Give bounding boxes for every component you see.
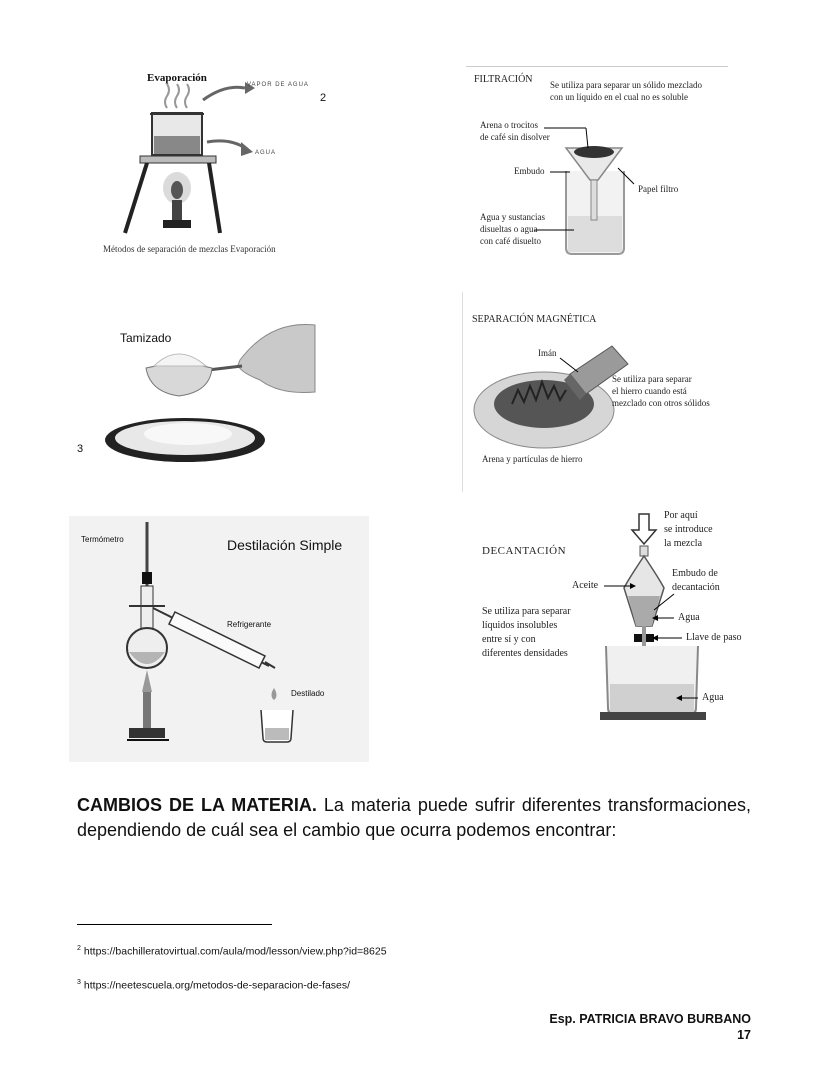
- filtration-description-1: Se utiliza para separar un sólido mezclado: [550, 80, 702, 90]
- condenser-label: Refrigerante: [227, 620, 272, 629]
- section-heading: CAMBIOS DE LA MATERIA.: [77, 795, 317, 815]
- filtrate-label-1: Agua y sustancias: [480, 212, 545, 222]
- oil-label: Aceite: [572, 580, 599, 591]
- footnote-divider: [77, 924, 272, 925]
- decantation-figure: [476, 506, 766, 722]
- sand-label-1: Arena o trocitos: [480, 120, 538, 130]
- footnote-number: 3: [77, 979, 81, 986]
- sieving-figure: [100, 320, 322, 470]
- sieving-title: Tamizado: [120, 331, 172, 345]
- footnote-ref-3: 3: [77, 443, 84, 455]
- funnel-label: Embudo: [514, 166, 545, 176]
- decantation-intro-3: la mezcla: [664, 538, 703, 549]
- footnote-2: [77, 945, 387, 958]
- magnetic-bottom-label: Arena y partículas de hierro: [482, 454, 583, 464]
- filtration-description-2: con un líquido en el cual no es soluble: [550, 92, 688, 102]
- separatory-funnel-label-2: decantación: [672, 582, 720, 593]
- magnetic-description-1: Se utiliza para separar: [612, 374, 692, 384]
- vapor-label: VAPOR DE AGUA: [247, 82, 309, 88]
- filtration-figure: [466, 66, 728, 262]
- filtrate-label-3: con café disuelto: [480, 236, 541, 246]
- decantation-title: DECANTACIÓN: [482, 545, 567, 557]
- footnote-3: [77, 979, 350, 992]
- distillation-figure: [69, 516, 369, 762]
- water-label: AGUA: [255, 150, 277, 156]
- footnote-number: 2: [77, 945, 81, 952]
- decantation-description-1: Se utiliza para separar: [482, 606, 571, 617]
- evaporation-caption: Métodos de separación de mezclas Evaporación: [103, 244, 276, 254]
- evaporation-title: Evaporación: [147, 72, 207, 84]
- decantation-water-label: Agua: [678, 612, 700, 623]
- changes-of-matter-paragraph: [77, 793, 751, 843]
- decantation-intro-1: Por aquí: [664, 510, 698, 521]
- page-footer: [549, 1011, 751, 1043]
- separatory-funnel-label-1: Embudo de: [672, 568, 718, 579]
- decantation-description-3: entre sí y con: [482, 634, 536, 645]
- footnote-link[interactable]: https://neetescuela.org/metodos-de-separacion-de-fases/: [83, 979, 351, 992]
- magnet-label: Imán: [538, 348, 557, 358]
- filter-paper-label: Papel filtro: [638, 184, 679, 194]
- footnote-ref-2: 2: [320, 92, 327, 104]
- footnote-link[interactable]: https://bachilleratovirtual.com/aula/mod/lesson/view.php?id=8625: [83, 945, 387, 958]
- sand-label-2: de café sin disolver: [480, 132, 550, 142]
- evaporation-figure: [95, 68, 345, 260]
- filtration-title: FILTRACIÓN: [474, 74, 533, 85]
- section-text: La materia puede sufrir diferentes transformaciones, dependiendo de cuál sea el cambio que ocurra podemos encontrar:: [77, 795, 751, 840]
- decantation-description-2: líquidos insolubles: [482, 620, 558, 631]
- valve-label: Llave de paso: [686, 632, 742, 643]
- author-name: Esp. PATRICIA BRAVO BURBANO: [549, 1012, 751, 1026]
- distillation-title: Destilación Simple: [227, 537, 343, 553]
- magnetic-description-2: el hierro cuando está: [612, 386, 687, 396]
- magnetic-description-3: mezclado con otros sólidos: [612, 398, 710, 408]
- thermometer-label: Termómetro: [81, 535, 124, 544]
- decantation-description-4: diferentes densidades: [482, 648, 568, 659]
- magnetic-separation-figure: [462, 292, 734, 492]
- decantation-intro-2: se introduce: [664, 524, 713, 535]
- filtrate-label-2: disueltas o agua: [480, 224, 538, 234]
- magnetic-title: SEPARACIÓN MAGNÉTICA: [472, 314, 597, 325]
- distillate-label: Destilado: [291, 689, 325, 698]
- evaporation-illustration: [95, 68, 345, 260]
- beaker-water-label: Agua: [702, 692, 724, 703]
- page-number: 17: [737, 1028, 751, 1042]
